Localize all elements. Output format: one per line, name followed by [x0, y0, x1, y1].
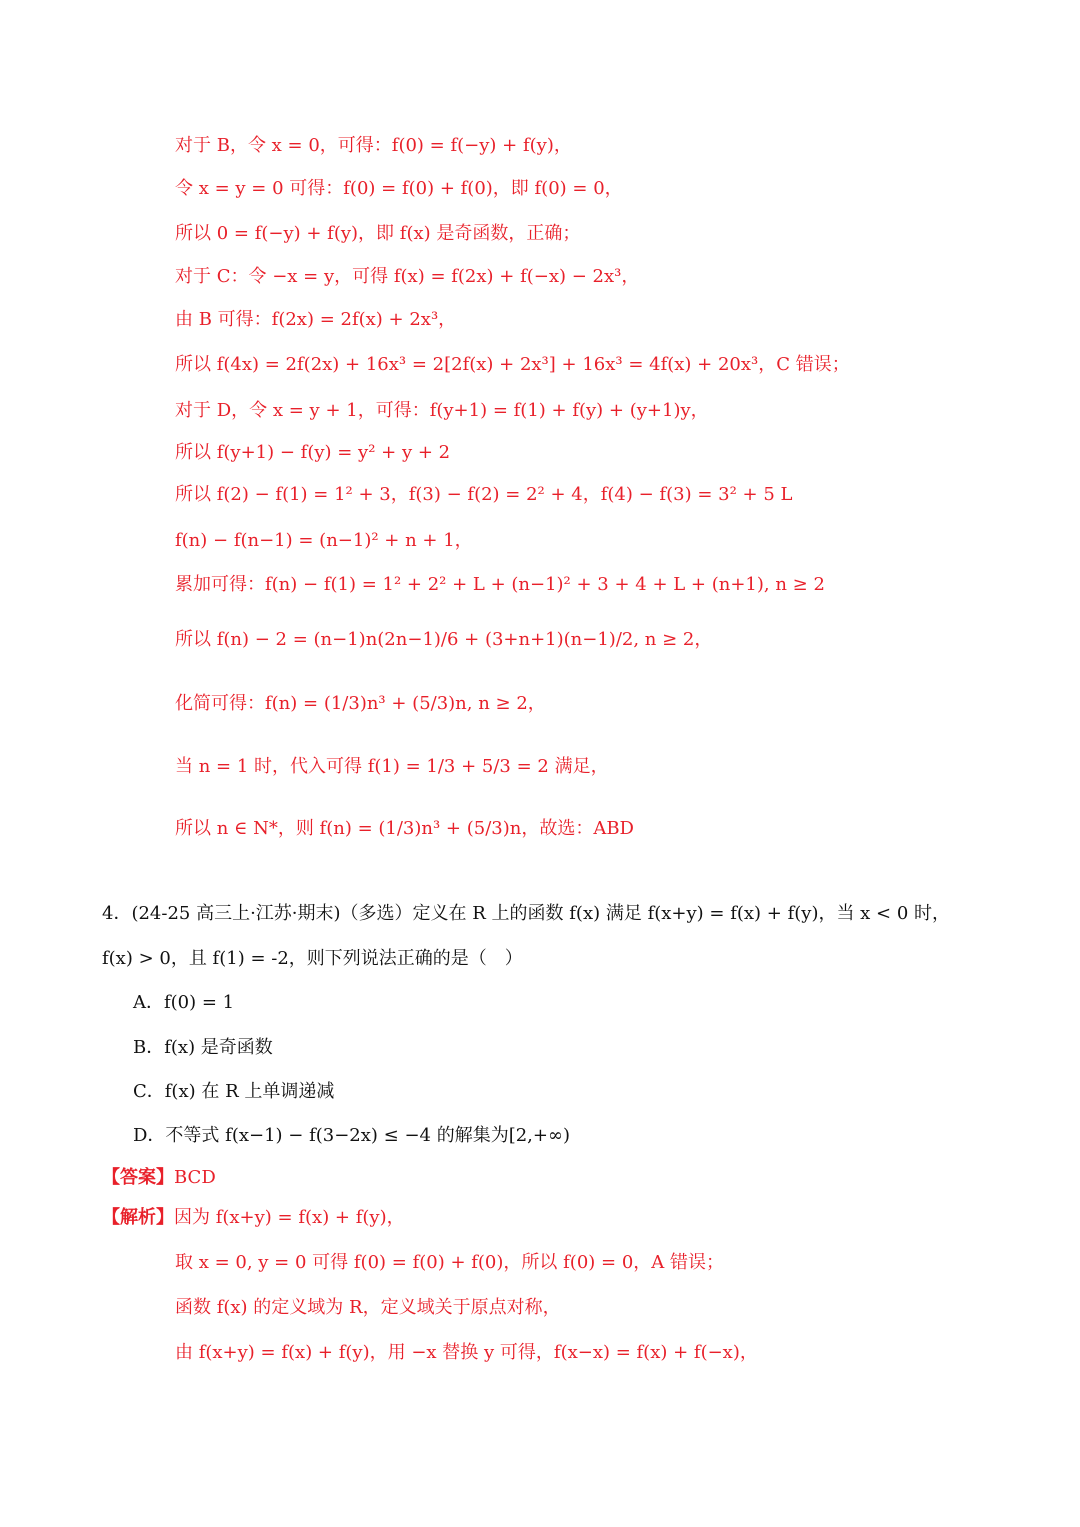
solution-line: 对于 B，令 x = 0，可得：f(0) = f(−y) + f(y)， — [175, 135, 572, 156]
solution-line: 所以 0 = f(−y) + f(y)，即 f(x) 是奇函数，正确； — [175, 223, 581, 244]
answer-line — [102, 1166, 216, 1190]
analysis-label: 【解析】 — [102, 1207, 174, 1228]
analysis-first: 因为 f(x+y) = f(x) + f(y)， — [174, 1207, 405, 1228]
option-b: B．f(x) 是奇函数 — [133, 1037, 273, 1058]
solution-line: 所以 f(2) − f(1) = 1² + 3，f(3) − f(2) = 2² + 4，f(4) − f(3) = 3² + 5 L — [175, 484, 793, 505]
option-a: A．f(0) = 1 — [133, 992, 235, 1013]
question-stem: 4．(24-25 高三上·江苏·期末)（多选）定义在 R 上的函数 f(x) 满足 f(x+y) = f(x) + f(y)，当 x < 0 时， — [102, 903, 951, 924]
solution-line: 所以 f(y+1) − f(y) = y² + y + 2 — [175, 442, 451, 463]
solution-line: 所以 n ∈ N*，则 f(n) = (1/3)n³ + (5/3)n，故选：ABD — [175, 818, 634, 839]
analysis-line: 函数 f(x) 的定义域为 R，定义域关于原点对称， — [175, 1297, 561, 1318]
analysis-line: 取 x = 0, y = 0 可得 f(0) = f(0) + f(0)，所以 f(0) = 0，A 错误； — [175, 1252, 724, 1273]
analysis-line: 由 f(x+y) = f(x) + f(y)，用 −x 替换 y 可得，f(x−x) = f(x) + f(−x)， — [175, 1342, 758, 1363]
answer-label: 【答案】 — [102, 1167, 174, 1188]
solution-line: 所以 f(n) − 2 = (n−1)n(2n−1)/6 + (3+n+1)(n−1)/2, n ≥ 2， — [175, 629, 713, 650]
solution-line: f(n) − f(n−1) = (n−1)² + n + 1， — [175, 530, 473, 551]
solution-line: 当 n = 1 时，代入可得 f(1) = 1/3 + 5/3 = 2 满足， — [175, 756, 609, 777]
solution-line: 所以 f(4x) = 2f(2x) + 16x³ = 2[2f(x) + 2x³] + 16x³ = 4f(x) + 20x³，C 错误； — [175, 354, 850, 375]
solution-line: 由 B 可得：f(2x) = 2f(x) + 2x³， — [175, 309, 457, 330]
analysis-line — [102, 1206, 405, 1230]
solution-line: 累加可得：f(n) − f(1) = 1² + 2² + L + (n−1)² + 3 + 4 + L + (n+1), n ≥ 2 — [175, 574, 825, 595]
solution-line: 令 x = y = 0 可得：f(0) = f(0) + f(0)，即 f(0) = 0， — [175, 178, 623, 199]
option-d: D．不等式 f(x−1) − f(3−2x) ≤ −4 的解集为[2,+∞) — [133, 1125, 570, 1146]
option-c: C．f(x) 在 R 上单调递减 — [133, 1081, 335, 1102]
answer-value: BCD — [174, 1167, 216, 1188]
solution-line: 对于 D，令 x = y + 1，可得：f(y+1) = f(1) + f(y) + (y+1)y， — [175, 400, 709, 421]
solution-line: 对于 C：令 −x = y，可得 f(x) = f(2x) + f(−x) − 2x³， — [175, 266, 640, 287]
question-stem-continued: f(x) > 0，且 f(1) = -2，则下列说法正确的是（ ） — [102, 948, 523, 969]
solution-line: 化简可得：f(n) = (1/3)n³ + (5/3)n, n ≥ 2， — [175, 693, 546, 714]
